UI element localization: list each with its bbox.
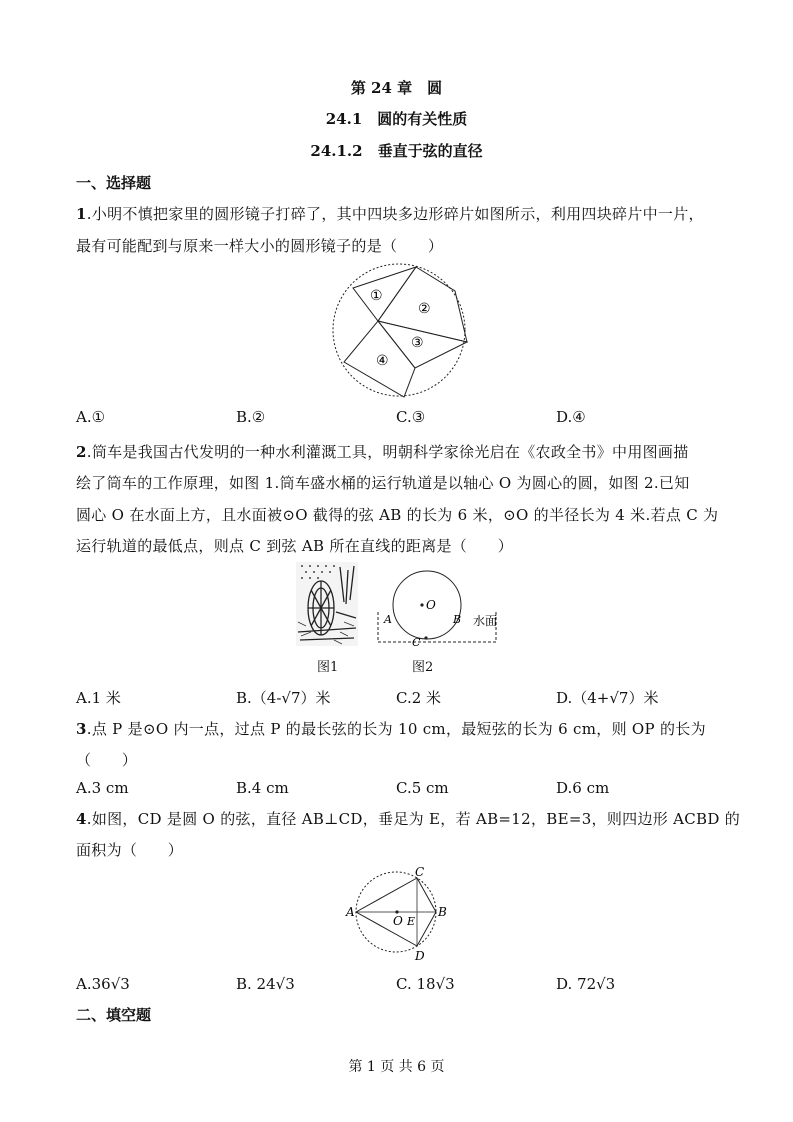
label-b: B [453,613,462,626]
q2-option-d[interactable]: D.（4+√7）米 [556,689,659,707]
q1-option-d[interactable]: D.④ [556,408,586,426]
water-wheel-illustration [296,562,358,646]
section-title: 24.1 圆的有关性质 [325,110,468,128]
q2-option-a[interactable]: A.1 米 [76,689,121,707]
center-o-dot [420,603,423,606]
label-e: E [407,915,416,928]
q1-line-1 [76,203,704,224]
q1-option-b[interactable]: B.② [236,408,266,426]
q2-wheel-diagram [370,565,510,650]
q4-number: 4 [76,810,87,828]
q4-line-2: 面积为（ ） [76,841,184,859]
fig2-caption: 图2 [412,660,434,675]
q2-line-1 [76,441,689,462]
illustration-bg [296,562,358,646]
q4-option-c[interactable]: C. 18√3 [396,975,455,993]
label-1: ① [370,288,383,304]
q4-option-d[interactable]: D. 72√3 [556,975,616,993]
label-b: B [438,905,447,919]
q3-line-1 [76,718,706,739]
q3-option-c[interactable]: C.5 cm [396,779,449,797]
label-d: D [415,949,425,963]
q4-option-b[interactable]: B. 24√3 [236,975,295,993]
label-2: ② [418,301,431,317]
q3-option-d[interactable]: D.6 cm [556,779,610,797]
label-4: ④ [376,353,389,369]
q1-option-a[interactable]: A.① [76,408,106,426]
chapter-title: 第 24 章 圆 [350,79,443,97]
label-c: C [415,865,425,879]
q4-line-1 [76,808,740,829]
q2-number: 2 [76,443,87,461]
q3-line-2: （ ） [76,751,138,769]
q4-circle-diagram [344,864,454,964]
section-fill-heading: 二、填空题 [76,1006,152,1024]
label-3: ③ [411,335,424,351]
q3-text-1: .点 P 是⊙O 内一点，过点 P 的最长弦的长为 10 cm，最短弦的长为 6 cm，则 OP 的长为 [86,720,706,738]
q1-mirror-figure [326,260,476,400]
q2-line-3: 圆心 O 在水面上方，且水面被⊙O 截得的弦 AB 的长为 6 米，⊙O 的半径长为 4 米.若点 C 为 [76,506,719,524]
q2-option-b[interactable]: B.（4-√7）米 [236,689,331,707]
page-footer: 第 1 页 共 6 页 [348,1059,445,1075]
q2-line-4: 运行轨道的最低点，则点 C 到弦 AB 所在直线的距离是（ ） [76,537,514,555]
q4-text-1: .如图，CD 是圆 O 的弦，直径 AB⊥CD，垂足为 E，若 AB=12，BE=3，则四边形 ACBD 的 [86,810,741,828]
q2-text-1: .筒车是我国古代发明的一种水利灌溉工具，明朝科学家徐光启在《农政全书》中用图画描 [86,443,689,461]
mirror-circle [333,264,465,396]
shard-1 [353,267,416,321]
q4-option-a[interactable]: A.36√3 [76,975,130,993]
label-a: A [384,613,392,626]
q3-number: 3 [76,720,87,738]
label-water: 水面 [473,614,498,628]
q2-option-c[interactable]: C.2 米 [396,689,442,707]
label-o: O [393,914,403,928]
fig1-caption: 图1 [317,660,339,675]
q1-text-1: .小明不慎把家里的圆形镜子打碎了，其中四块多边形碎片如图所示，利用四块碎片中一片， [86,205,704,223]
label-c: C [412,636,421,649]
q2-line-2: 绘了筒车的工作原理，如图 1.筒车盛水桶的运行轨道是以轴心 O 为圆心的圆，如图 2.已知 [76,474,690,492]
q1-number: 1 [76,205,87,223]
subsection-title: 24.1.2 垂直于弦的直径 [310,142,483,160]
q1-line-2: 最有可能配到与原来一样大小的圆形镜子的是（ ） [76,237,444,255]
q3-option-a[interactable]: A.3 cm [76,779,129,797]
section-choice-heading: 一、选择题 [76,174,152,192]
point-c-dot [424,636,427,639]
label-o: O [426,598,436,612]
label-a: A [346,905,355,919]
q1-option-c[interactable]: C.③ [396,408,426,426]
q3-option-b[interactable]: B.4 cm [236,779,289,797]
